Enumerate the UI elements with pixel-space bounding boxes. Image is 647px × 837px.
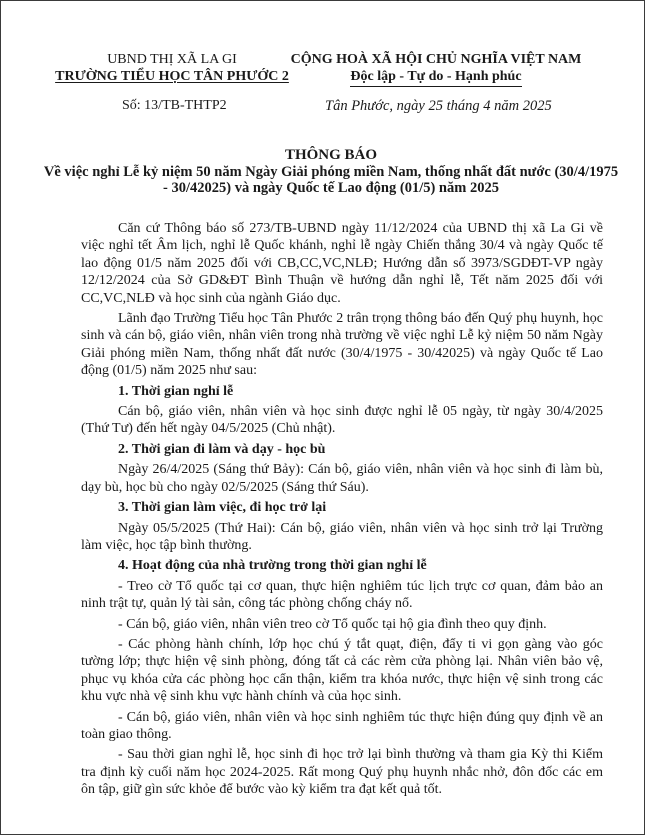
section-1-heading: 1. Thời gian nghỉ lễ	[118, 383, 234, 399]
section-2-paragraph: Ngày 26/4/2025 (Sáng thứ Bảy): Cán bộ, giáo viên, nhân viên và học sinh đi làm bù, dạy bù, học bù cho ngày 02/5/2025 (Sáng thứ Sáu).	[81, 462, 603, 495]
document-number: Số: 13/TB-THTP2	[122, 98, 227, 113]
section-2-heading: 2. Thời gian đi làm và dạy - học bù	[118, 441, 326, 457]
date-line: Tân Phước, ngày 25 tháng 4 năm 2025	[325, 98, 552, 114]
section-4-item-3: - Các phòng hành chính, lớp học chú ý tắt quạt, điện, đẩy ti vi gọn gàng vào góc tường lớp; thực hiện vệ sinh phòng, đóng tất cả các rèm cửa phòng lại. Nhân viên bảo vệ, phục vụ khóa cửa các phòng học cẩn thận, kiểm tra khóa nước, thực hiện vệ sinh trong các khu vực nhà vệ sinh khu vực hành chính và của học sinh.	[81, 636, 603, 705]
issuer-block	[47, 51, 297, 85]
country-name: CỘNG HOÀ XÃ HỘI CHỦ NGHĨA VIỆT NAM	[290, 52, 582, 67]
intro-paragraph-1: Căn cứ Thông báo số 273/TB-UBND ngày 11/12/2024 của UBND thị xã La Gi về việc nghỉ tết Âm lịch, nghỉ lễ Quốc khánh, nghỉ lễ ngày Chiến thắng 30/4 và ngày Quốc tế lao động 01/5 năm 2025 đối với CB,CC,VC,NLĐ; Hướng dẫn số 3973/SGDĐT-VP ngày 12/12/2024 của Sở GD&ĐT Bình Thuận về hướng dẫn nghỉ lễ, Tết năm 2025 đối với CC,VC,NLĐ và học sinh của ngành Giáo dục.	[81, 221, 603, 306]
notice-body	[81, 220, 603, 802]
issuer-org: UBND THỊ XÃ LA GI	[107, 52, 237, 67]
national-header	[286, 51, 586, 87]
issuer-school-name: TRƯỜNG TIỂU HỌC TÂN PHƯỚC 2	[55, 69, 289, 84]
notice-subtitle: Về việc nghỉ Lễ kỷ niệm 50 năm Ngày Giải phóng miền Nam, thống nhất đất nước (30/4/1975 - 30/42025) và ngày Quốc tế Lao động (01/5) năm 2025	[43, 164, 619, 196]
section-4-item-2: - Cán bộ, giáo viên, nhân viên treo cờ Tổ quốc tại hộ gia đình theo quy định.	[118, 616, 547, 632]
section-4-item-4: - Cán bộ, giáo viên, nhân viên và học sinh nghiêm túc thực hiện đúng quy định về an toàn giao thông.	[81, 709, 603, 742]
section-4-item-5: - Sau thời gian nghỉ lễ, học sinh đi học trở lại bình thường và tham gia Kỳ thi Kiểm tra định kỳ cuối năm học 2024-2025. Rất mong Quý phụ huynh nhắc nhở, đôn đốc các em ôn tập, giữ gìn sức khỏe để bước vào kỳ kiểm tra đạt kết quả tốt.	[81, 747, 603, 798]
section-4-item-1: - Treo cờ Tổ quốc tại cơ quan, thực hiện nghiêm túc lịch trực cơ quan, đảm bảo an ninh trật tự, quản lý tài sản, công tác phòng chống cháy nổ.	[81, 578, 603, 612]
national-motto: Độc lập - Tự do - Hạnh phúc	[350, 68, 521, 87]
issuer-school	[47, 68, 297, 85]
section-4-heading: 4. Hoạt động của nhà trường trong thời gian nghỉ lễ	[118, 558, 427, 574]
section-1-paragraph: Cán bộ, giáo viên, nhân viên và học sinh được nghỉ lễ 05 ngày, từ ngày 30/4/2025 (Thứ Tư) đến hết ngày 04/5/2025 (Chủ nhật).	[81, 404, 603, 437]
section-3-paragraph: Ngày 05/5/2025 (Thứ Hai): Cán bộ, giáo viên, nhân viên và học sinh trở lại Trường làm việc, học tập bình thường.	[81, 520, 603, 553]
notice-title-main: THÔNG BÁO	[284, 147, 378, 163]
section-3-heading: 3. Thời gian làm việc, đi học trở lại	[118, 500, 327, 516]
intro-paragraph-2: Lãnh đạo Trường Tiểu học Tân Phước 2 trân trọng thông báo đến Quý phụ huynh, học sinh và cán bộ, giáo viên, nhân viên trong nhà trường về việc nghỉ Lễ kỷ niệm 50 năm Ngày Giải phóng miền Nam, thống nhất đất nước (30/4/1975 - 30/42025) và ngày Quốc tế Lao động (01/5) năm 2025 như sau:	[81, 311, 603, 379]
notice-title	[41, 147, 621, 196]
